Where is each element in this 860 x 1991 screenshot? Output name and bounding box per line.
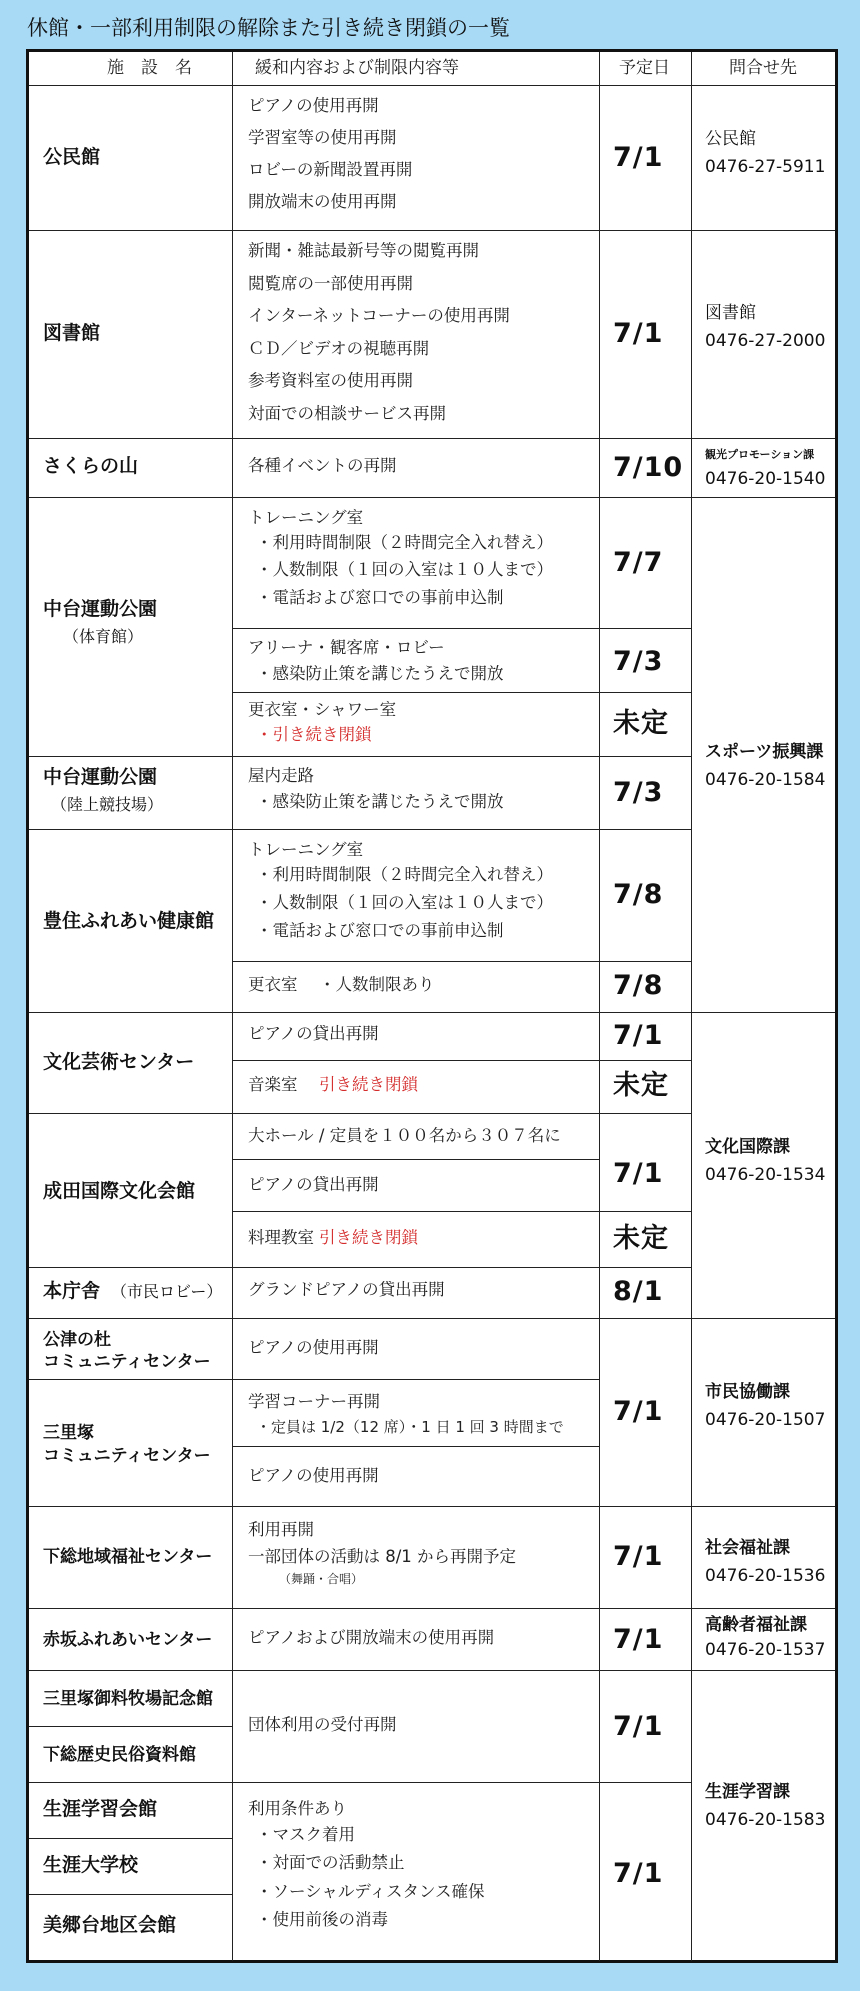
contact-phone: 0476-27-2000 <box>705 331 826 351</box>
content-item: ピアノの貸出再開 <box>248 1024 379 1043</box>
scheduled-date: 未定 <box>613 1223 669 1254</box>
header-content: 緩和内容および制限内容等 <box>255 58 459 78</box>
facility-subname: （体育館） <box>63 627 144 646</box>
content-item: ・利用時間制限（２時間完全入れ替え） <box>256 533 553 552</box>
content-item: トレーニング室 <box>248 508 364 527</box>
facility-name: 豊住ふれあい健康館 <box>43 910 215 932</box>
content-item: 団体利用の受付再開 <box>248 1715 397 1734</box>
scheduled-date: 7/1 <box>613 318 664 349</box>
facility-name: 公民館 <box>43 146 101 168</box>
closed-note: 引き続き閉鎖 <box>319 1228 418 1247</box>
content-item: ・電話および窓口での事前申込制 <box>256 588 504 607</box>
facility-name: コミュニティセンター <box>43 1352 211 1372</box>
content-item: ・感染防止策を講じたうえで開放 <box>256 664 504 683</box>
contact-name: 図書館 <box>705 303 756 323</box>
facility-name: コミュニティセンター <box>43 1446 211 1466</box>
contact-phone: 0476-20-1507 <box>705 1410 826 1430</box>
contact-name: 社会福祉課 <box>705 1538 790 1558</box>
content-item: アリーナ・観客席・ロビー <box>248 638 445 657</box>
scheduled-date: 7/1 <box>613 1158 664 1189</box>
header-facility: 施 設 名 <box>107 58 192 78</box>
facility-name: 文化芸術センター <box>43 1051 195 1073</box>
content-item: トレーニング室 <box>248 840 364 859</box>
content-item: グランドピアノの貸出再開 <box>248 1280 445 1299</box>
content-item: 一部団体の活動は 8/1 から再開予定 <box>248 1547 517 1566</box>
scheduled-date: 7/1 <box>613 1858 664 1889</box>
closed-note: ・引き続き閉鎖 <box>256 725 372 744</box>
scheduled-date: 7/1 <box>613 1541 664 1572</box>
header-date: 予定日 <box>619 58 670 78</box>
content-item: 学習コーナー再開 <box>248 1392 380 1411</box>
content-item: ピアノの使用再開 <box>248 1466 379 1485</box>
scheduled-date: 7/10 <box>613 452 684 483</box>
content-item: 閲覧席の一部使用再開 <box>248 274 413 293</box>
scheduled-date: 7/1 <box>613 1020 664 1051</box>
facility-name: 中台運動公園 <box>43 598 158 620</box>
content-item: ・使用前後の消毒 <box>256 1910 388 1929</box>
content-item: 開放端末の使用再開 <box>248 192 397 211</box>
closed-note: 引き続き閉鎖 <box>319 1075 418 1094</box>
facility-name: 美郷台地区会館 <box>43 1914 177 1936</box>
facility-name: 図書館 <box>43 322 101 344</box>
scheduled-date: 7/3 <box>613 646 664 677</box>
content-item: 新聞・雑誌最新号等の閲覧再開 <box>248 241 479 260</box>
content-item: ・対面での活動禁止 <box>256 1853 405 1872</box>
contact-name: 市民協働課 <box>705 1382 790 1402</box>
content-item: ・感染防止策を講じたうえで開放 <box>256 792 504 811</box>
content-item: 料理教室 <box>248 1228 314 1247</box>
facility-name: 公津の杜 <box>43 1330 111 1350</box>
content-item: 音楽室 <box>248 1075 298 1094</box>
contact-phone: 0476-27-5911 <box>705 157 826 177</box>
facility-name: 中台運動公園 <box>43 766 158 788</box>
content-item: ・ソーシャルディスタンス確保 <box>256 1882 485 1901</box>
content-item: 参考資料室の使用再開 <box>248 371 413 390</box>
contact-name: 文化国際課 <box>705 1137 790 1157</box>
facility-name: 成田国際文化会館 <box>43 1180 196 1202</box>
page-title: 休館・一部利用制限の解除また引き続き閉鎖の一覧 <box>27 16 510 40</box>
content-item: 利用条件あり <box>248 1799 347 1818</box>
content-item: ・利用時間制限（２時間完全入れ替え） <box>256 865 553 884</box>
contact-phone: 0476-20-1537 <box>705 1640 826 1660</box>
facility-name: 生涯大学校 <box>43 1854 139 1876</box>
facility-name: さくらの山 <box>43 455 139 477</box>
facility-name: 三里塚御料牧場記念館 <box>43 1689 213 1709</box>
content-item: 利用再開 <box>248 1520 314 1539</box>
scheduled-date: 未定 <box>613 708 669 739</box>
contact-phone: 0476-20-1584 <box>705 770 826 790</box>
contact-phone: 0476-20-1534 <box>705 1165 826 1185</box>
contact-phone: 0476-20-1540 <box>705 469 826 489</box>
facility-name: 赤坂ふれあいセンター <box>43 1630 213 1650</box>
content-item: 更衣室・シャワー室 <box>248 700 397 719</box>
scheduled-date: 7/1 <box>613 142 664 173</box>
content-item: ピアノの貸出再開 <box>248 1175 379 1194</box>
facility-table <box>26 49 838 1963</box>
contact-name: スポーツ振興課 <box>705 742 824 762</box>
scheduled-date: 未定 <box>613 1070 669 1101</box>
content-item: 学習室等の使用再開 <box>248 128 397 147</box>
scheduled-date: 7/1 <box>613 1624 664 1655</box>
header-contact: 問合せ先 <box>729 58 797 78</box>
scheduled-date: 7/8 <box>613 879 664 910</box>
facility-subname: （市民ロビー） <box>111 1282 223 1301</box>
facility-name: 三里塚 <box>43 1423 94 1443</box>
content-item: ピアノの使用再開 <box>248 96 379 115</box>
content-item: ロビーの新聞設置再開 <box>248 160 413 179</box>
contact-name: 公民館 <box>705 129 756 149</box>
scheduled-date: 7/8 <box>613 970 664 1001</box>
contact-name: 高齢者福祉課 <box>705 1615 807 1635</box>
contact-name: 生涯学習課 <box>705 1782 790 1802</box>
scheduled-date: 8/1 <box>613 1276 664 1307</box>
content-item: ・マスク着用 <box>256 1825 355 1844</box>
content-item: 屋内走路 <box>248 766 314 785</box>
content-item: （舞踊・合唱） <box>279 1572 364 1586</box>
facility-name: 下総歴史民俗資料館 <box>43 1745 196 1765</box>
content-item: ・人数制限（１回の入室は１０人まで） <box>256 893 553 912</box>
facility-name: 本庁舎 <box>43 1280 101 1302</box>
content-item: ・人数制限（１回の入室は１０人まで） <box>256 560 553 579</box>
contact-name: 観光プロモーション課 <box>705 448 815 461</box>
content-item: ピアノの使用再開 <box>248 1338 379 1357</box>
content-item: 各種イベントの再開 <box>248 456 397 475</box>
content-item: 更衣室 <box>248 975 298 994</box>
contact-phone: 0476-20-1583 <box>705 1810 826 1830</box>
content-item: インターネットコーナーの使用再開 <box>248 306 510 325</box>
facility-subname: （陸上競技場） <box>51 795 164 814</box>
facility-name: 生涯学習会館 <box>43 1798 158 1820</box>
content-item: ・人数制限あり <box>319 975 435 994</box>
scheduled-date: 7/1 <box>613 1711 664 1742</box>
content-item: 対面での相談サービス再開 <box>248 404 446 423</box>
content-item: ピアノおよび開放端末の使用再開 <box>248 1628 495 1647</box>
contact-phone: 0476-20-1536 <box>705 1566 826 1586</box>
scheduled-date: 7/7 <box>613 547 664 578</box>
content-item: ・電話および窓口での事前申込制 <box>256 921 504 940</box>
content-item: ・定員は 1/2（12 席）・1 日 1 回 3 時間まで <box>256 1418 564 1436</box>
scheduled-date: 7/1 <box>613 1396 664 1427</box>
content-item: 大ホール / 定員を１００名から３０７名に <box>248 1126 561 1145</box>
scheduled-date: 7/3 <box>613 777 664 808</box>
facility-name: 下総地域福祉センター <box>43 1547 213 1567</box>
content-item: ＣＤ／ビデオの視聴再開 <box>248 339 430 358</box>
